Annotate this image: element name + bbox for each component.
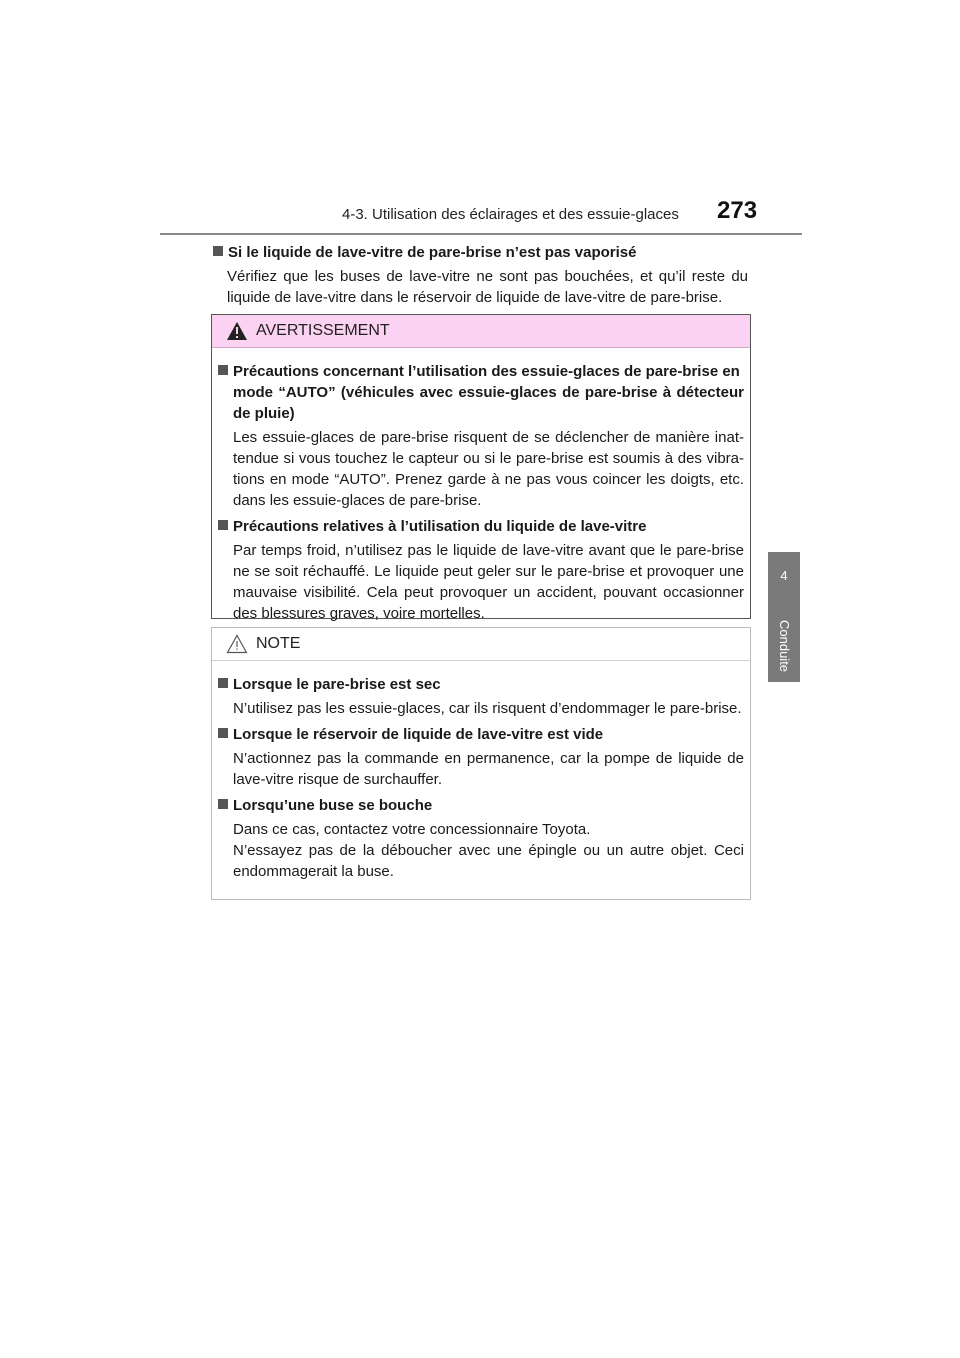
warning-header (212, 315, 750, 348)
warning-item-heading-rest: mode “AUTO” (véhicules avec essuie-glaces de pare-brise à détecteur de pluie) (233, 384, 744, 422)
note-box (211, 627, 751, 900)
warning-title: AVERTISSEMENT (256, 322, 390, 339)
warning-triangle-outline-icon (226, 634, 248, 659)
warning-item (218, 361, 744, 511)
square-bullet-icon (218, 799, 228, 809)
section-title: 4-3. Utilisation des éclairages et des essuie-glaces (342, 206, 679, 223)
note-item-text: N’utilisez pas les essuie-glaces, car ils risquent d’endommager le pare-brise. (233, 700, 742, 717)
intro-section (213, 242, 748, 308)
square-bullet-icon (218, 365, 228, 375)
warning-item (218, 516, 744, 624)
warning-item-heading (218, 361, 744, 424)
warning-item-heading-line1: Précautions concernant l’utilisation des essuie-glaces de pare-brise en (233, 363, 740, 380)
note-item-text: N’essayez pas de la déboucher avec une épingle ou un autre objet. Ceci endommagerait la buse. (233, 842, 744, 880)
note-item-heading (218, 674, 744, 695)
note-item-text: N’actionnez pas la commande en permanence, car la pompe de liquide de lave-vitre risque de surchauffer. (233, 750, 744, 788)
warning-item-text: Par temps froid, n’utilisez pas le liquide de lave-vitre avant que le pare-brise ne se soit réchauffé. Le liquide peut geler sur le pare-brise et provoquer une mauvaise visibilité. Cela peut provoquer un accident, pouvant occasionner des blessures graves, voire mortelles. (233, 542, 744, 622)
note-item-text: Dans ce cas, contactez votre concessionnaire Toyota. (233, 821, 591, 838)
note-item-heading (218, 795, 744, 816)
square-bullet-icon (218, 728, 228, 738)
square-bullet-icon (213, 246, 223, 256)
note-item (218, 724, 744, 790)
warning-item-heading (218, 516, 744, 537)
note-body (212, 661, 750, 882)
note-header (212, 628, 750, 661)
intro-heading-text: Si le liquide de lave-vitre de pare-brise n’est pas vaporisé (228, 244, 637, 261)
note-item (218, 795, 744, 882)
square-bullet-icon (218, 520, 228, 530)
header-rule (160, 233, 802, 235)
warning-box (211, 314, 751, 622)
intro-text: Vérifiez que les buses de lave-vitre ne sont pas bouchées, et qu’il reste du liquide de lave-vitre dans le réservoir de liquide de lave-vitre de pare-brise. (227, 268, 748, 306)
square-bullet-icon (218, 678, 228, 688)
note-item-heading-text: Lorsqu’une buse se bouche (233, 797, 433, 814)
warning-item-text: Les essuie-glaces de pare-brise risquent de se déclencher de manière inat-tendue si vous touchez le capteur ou si le pare-brise est soumis à des vibra-tions en mode “AUTO”. Prenez garde à ne pas vous coincer les doigts, etc. dans les essuie-glaces de pare-brise. (233, 429, 744, 509)
chapter-label: Conduite (777, 620, 792, 673)
warning-triangle-filled-icon (226, 321, 248, 346)
warning-item-heading-text: Précautions relatives à l’utilisation du liquide de lave-vitre (233, 518, 647, 535)
note-item-heading (218, 724, 744, 745)
note-title: NOTE (256, 635, 301, 652)
note-item (218, 674, 744, 719)
warning-body (212, 348, 750, 624)
note-item-heading-text: Lorsque le réservoir de liquide de lave-vitre est vide (233, 726, 604, 743)
page-number: 273 (717, 197, 758, 224)
intro-heading (213, 242, 748, 263)
chapter-number: 4 (780, 568, 788, 583)
note-item-heading-text: Lorsque le pare-brise est sec (233, 676, 441, 693)
